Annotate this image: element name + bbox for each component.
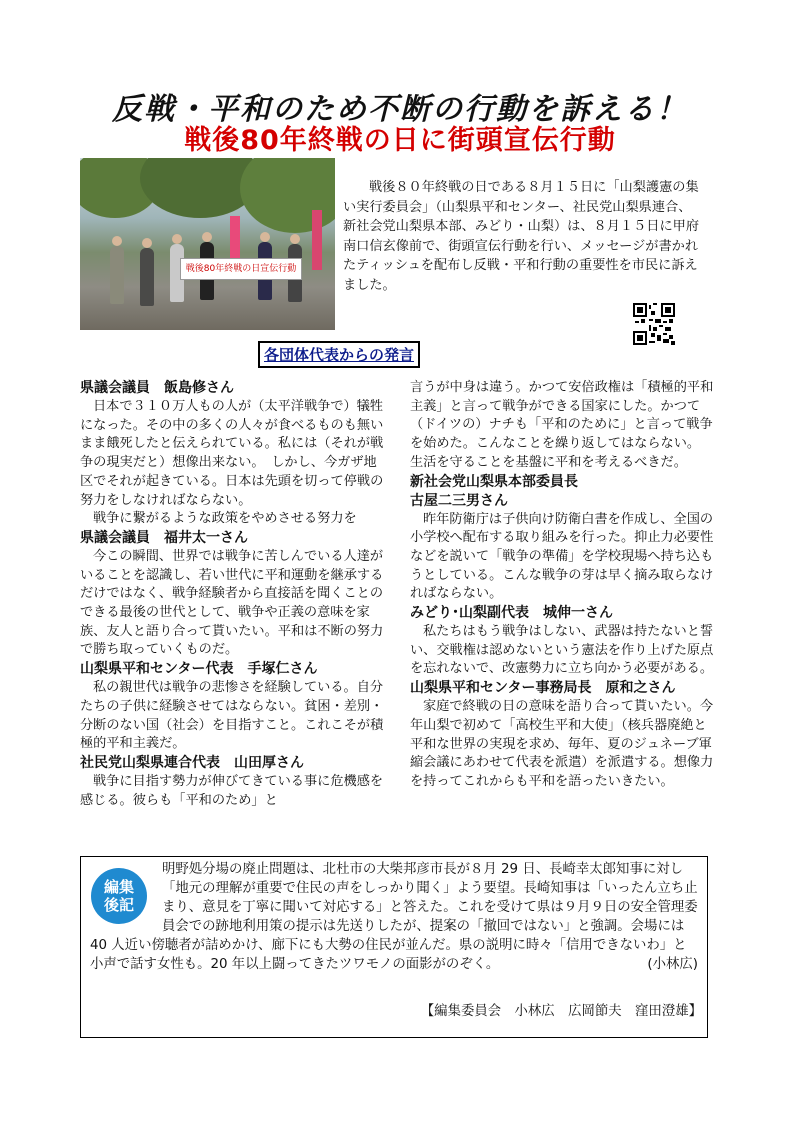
- speech-paragraph: 私の親世代は戦争の悲惨さを経験している。自分たちの子供に経験させてはならない。貧困・差別・分断のない国（社会）を目指すこと。これこそが積極的平和主義だ。: [80, 680, 384, 752]
- speaker-heading: 新社会党山梨県本部委員長: [410, 473, 578, 490]
- speaker-heading: 山梨県平和センター事務局長 原和之さん: [410, 680, 676, 697]
- right-column: [410, 379, 716, 792]
- event-photo: [80, 158, 335, 330]
- page-title: 反戦・平和のため不断の行動を訴える！: [112, 92, 688, 127]
- editor-note-text-wrap: [90, 860, 698, 974]
- speech-paragraph: 日本で３１０万人もの人が（太平洋戦争で）犠牲になった。その中の多くの人々が食べるものも無いまま餓死したと伝えられている。私には（それが戦争の現実だと）想像出来ない。 しかし、今ガザ地区でそれが起きている。日本は先頭を切って停戦の努力をしなければならない。: [80, 399, 384, 508]
- speech-paragraph: 私たちはもう戦争はしない、武器は持たないと誓い、交戦権は認めないという憲法を作り上げた原点を忘れないで、改憲勢力に立ち向かう必要がある。: [410, 624, 714, 677]
- editor-note-signature: (小林広): [647, 957, 698, 972]
- intro-paragraph: 戦後８０年終戦の日である８月１５日に「山梨護憲の集い実行委員会」（山梨県平和センター、社民党山梨県連合、新社会党山梨県本部、みどり・山梨）は、８月１５日に甲府南口信玄像前で、街頭宣伝行動を行い、メッセージが書かれたティッシュを配布し反戦・平和行動の重要性を市民に訴えました。: [343, 180, 700, 293]
- speech-paragraph: 昨年防衛庁は子供向け防衛白書を作成し、全国の小学校へ配布する取り組みを行った。抑止力必要性などを説いて「戦争の準備」を学校現場へ持ち込もうとしている。こんな戦争の芽は早く摘み取らなければならない。: [410, 511, 714, 602]
- speaker-heading: 県議会議員 福井太一さん: [80, 529, 248, 546]
- left-column: [80, 379, 386, 810]
- speaker-heading: みどり･山梨副代表 城伸一さん: [410, 605, 613, 622]
- editorial-committee: 【編集委員会 小林広 広岡節夫 窪田澄雄】: [420, 1004, 702, 1019]
- speech-paragraph: 戦争に繋がるような政策をやめさせる努力を: [93, 511, 357, 527]
- speaker-heading: 県議会議員 飯島修さん: [80, 380, 234, 396]
- speech-paragraph: 言うが中身は違う。かつて安倍政権は「積極的平和主義」と言って戦争ができる国家にした。かつて（ドイツの）ナチも「平和のために」と言って戦争を始めた。こんなことを繰り返してはならない。 生活を守ることを基盤に平和を考えるべきだ。: [410, 380, 714, 470]
- page-subtitle: 戦後80年終戦の日に街頭宣伝行動: [184, 125, 616, 156]
- speech-paragraph: 今この瞬間、世界では戦争に苦しんでいる人達がいることを認識し、若い世代に平和運動を継承するだけではなく、戦争経験者から直接話を聞くことのできる最後の世代として、戦争や正義の意味を家族、友人と語り合って貰いたい。平和は不断の努力で勝ち取っていくものだ。: [80, 548, 384, 658]
- editor-note-badge-line: 後記: [103, 896, 134, 914]
- section-label: 各団体代表からの発言: [258, 341, 420, 368]
- speech-paragraph: 家庭で終戦の日の意味を語り合って貰いたい。今年山梨で初めて「高校生平和大使」（核兵器廃絶と平和な世界の実現を求め、毎年、夏のジュネーブ軍縮会議にあわせて代表を派遣）を派遣する。想像力を持ってこれからも平和を語ったいきたい。: [410, 699, 714, 789]
- editor-note-badge-line: 編集: [103, 878, 134, 896]
- photo-banner: 戦後80年終戦の日宣伝行動: [180, 258, 302, 280]
- speaker-heading: 社民党山梨県連合代表 山田厚さん: [80, 754, 304, 771]
- speaker-heading: 山梨県平和センター代表 手塚仁さん: [80, 661, 318, 678]
- speaker-heading: 古屋二三男さん: [410, 492, 508, 509]
- qr-code-icon: [633, 303, 675, 345]
- speech-paragraph: 戦争に目指す勢力が伸びてきている事に危機感を感じる。彼らも「平和のため」と: [80, 773, 384, 808]
- editor-note-badge: [91, 868, 147, 924]
- editor-note-text: 明野処分場の廃止問題は、北杜市の大柴邦彦市長が８月 29 日、長崎幸太郎知事に対し「地元の理解が重要で住民の声をしっかり聞く」よう要望。長崎知事は「いったん立ち止まり、意見を丁寧に聞いて対応する」と答えた。これを受けて県は９月９日の安全管理委員会での跡地利用策の提示は先送りしたが、提案の「撤回ではない」と強調。会場には 40 人近い傍聴者が詰めかけ、廊下にも大勢の住民が並んだ。県の説明に時々「信用できないわ」と小声で話す女性も。20 年以上闘ってきたツワモノの面影がのぞく。: [90, 862, 698, 972]
